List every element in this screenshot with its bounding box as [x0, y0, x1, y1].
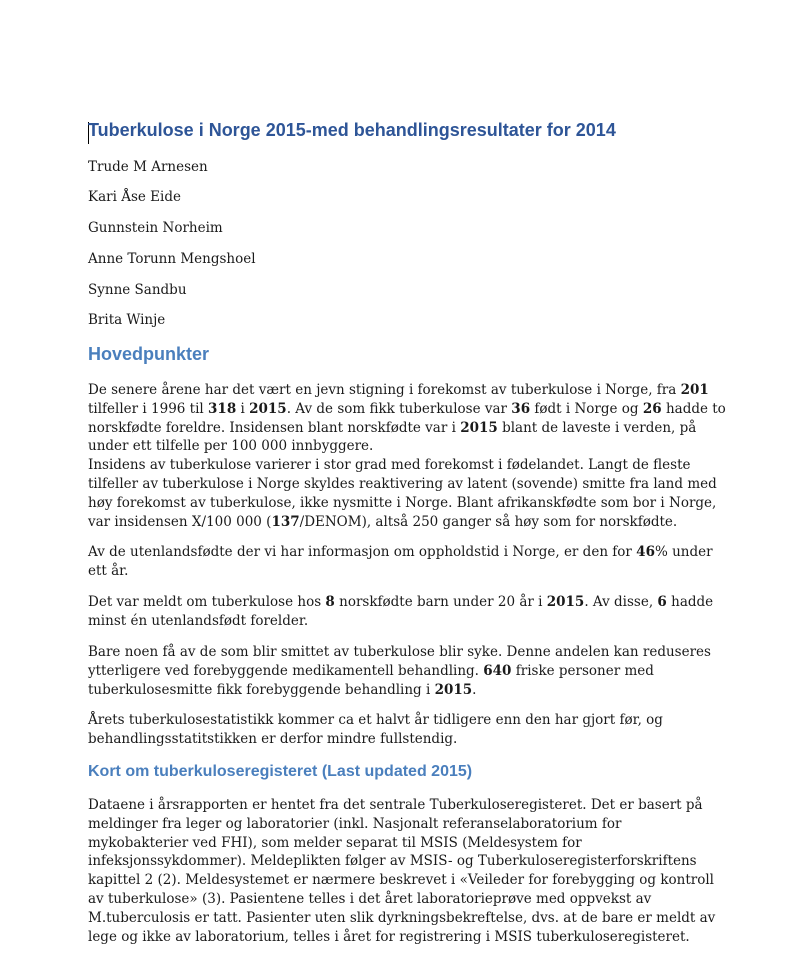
- text-line: Det var meldt om tuberkulose hos 8 norskfødte barn under 20 år i 2015. Av disse, 6 hadde: [88, 594, 714, 610]
- author-name[interactable]: Synne Sandbu: [88, 282, 187, 298]
- text-line: behandlingsstatitstikken er derfor mindre fullstendig.: [88, 730, 458, 747]
- paragraph-statistics-note[interactable]: [88, 711, 728, 749]
- text-line: infeksjonssykdommer). Meldeplikten følger av MSIS- og Tuberkuloseregisterforskriftens: [88, 853, 697, 870]
- paragraph-residence-time[interactable]: [88, 543, 728, 581]
- section-heading-register[interactable]: Kort om tuberkuloseregisteret (Last updated 2015): [88, 763, 473, 780]
- paragraph-preventive-treatment[interactable]: [88, 643, 728, 699]
- text-line: De senere årene har det vært en jevn stigning i forekomst av tuberkulose i Norge, fra 201: [88, 382, 709, 398]
- text-line: Årets tuberkulosestatistikk kommer ca et halvt år tidligere enn den har gjort før, og: [88, 712, 663, 728]
- document-title[interactable]: Tuberkulose i Norge 2015-med behandlingsresultater for 2014: [88, 120, 616, 140]
- author-name[interactable]: Gunnstein Norheim: [88, 220, 223, 236]
- text-line: Bare noen få av de som blir smittet av tuberkulose blir syke. Denne andelen kan reduseres: [88, 644, 711, 660]
- text-line: høy forekomst av tuberkulose, ikke nysmitte i Norge. Blant afrikanskfødte som bor i Norge,: [88, 494, 717, 511]
- paragraph-incidence[interactable]: [88, 381, 728, 531]
- paragraph-register-description[interactable]: [88, 796, 728, 946]
- author-name[interactable]: Anne Torunn Mengshoel: [88, 251, 256, 267]
- text-line: Av de utenlandsfødte der vi har informasjon om oppholdstid i Norge, er den for 46% under: [88, 544, 713, 560]
- author-name[interactable]: Brita Winje: [88, 312, 166, 328]
- author-name[interactable]: Kari Åse Eide: [88, 189, 181, 205]
- text-line: ytterligere ved forebyggende medikamentell behandling. 640 friske personer med: [88, 662, 654, 679]
- text-line: av tuberkulose» (3). Pasientene telles i det året laboratorieprøve med oppvekst av: [88, 890, 652, 907]
- text-line: var insidensen X/100 000 (137/DENOM), altså 250 ganger så høy som for norskfødte.: [88, 513, 678, 530]
- text-line: under ett tilfelle per 100 000 innbyggere.: [88, 438, 374, 455]
- text-line: Insidens av tuberkulose varierer i stor grad med forekomst i fødelandet. Langt de fleste: [88, 457, 691, 474]
- text-line: Dataene i årsrapporten er hentet fra det sentrale Tuberkuloseregisteret. Det er basert på: [88, 797, 703, 813]
- section-heading-main-points[interactable]: Hovedpunkter: [88, 344, 210, 364]
- text-line: tilfeller i 1996 til 318 i 2015. Av de som fikk tuberkulose var 36 født i Norge og 26 hadde to: [88, 400, 726, 417]
- text-line: meldinger fra leger og laboratorier (inkl. Nasjonalt referanselaboratorium for: [88, 815, 622, 832]
- text-line: ett år.: [88, 562, 129, 579]
- text-line: minst én utenlandsfødt forelder.: [88, 612, 309, 629]
- text-line: lege og ikke av laboratorium, telles i året for registrering i MSIS tuberkuloseregisteret.: [88, 928, 690, 945]
- text-line: M.tuberculosis er tatt. Pasienter uten slik dyrkningsbekreftelse, dvs. at de bare er meldt av: [88, 909, 716, 926]
- text-line: tilfeller av tuberkulose i Norge skyldes reaktivering av latent (sovende) smitte fra land med: [88, 475, 717, 492]
- text-line: kapittel 2 (2). Meldesystemet er nærmere beskrevet i «Veileder for forebygging og kontroll: [88, 872, 715, 889]
- author-name[interactable]: Trude M Arnesen: [88, 159, 208, 175]
- paragraph-children[interactable]: [88, 593, 728, 631]
- text-line: tuberkulosesmitte fikk forebyggende behandling i 2015.: [88, 681, 477, 698]
- text-line: mykobakterier ved FHI), som melder separat til MSIS (Meldesystem for: [88, 834, 582, 851]
- text-line: norskfødte foreldre. Insidensen blant norskfødte var i 2015 blant de laveste i verden, på: [88, 419, 697, 436]
